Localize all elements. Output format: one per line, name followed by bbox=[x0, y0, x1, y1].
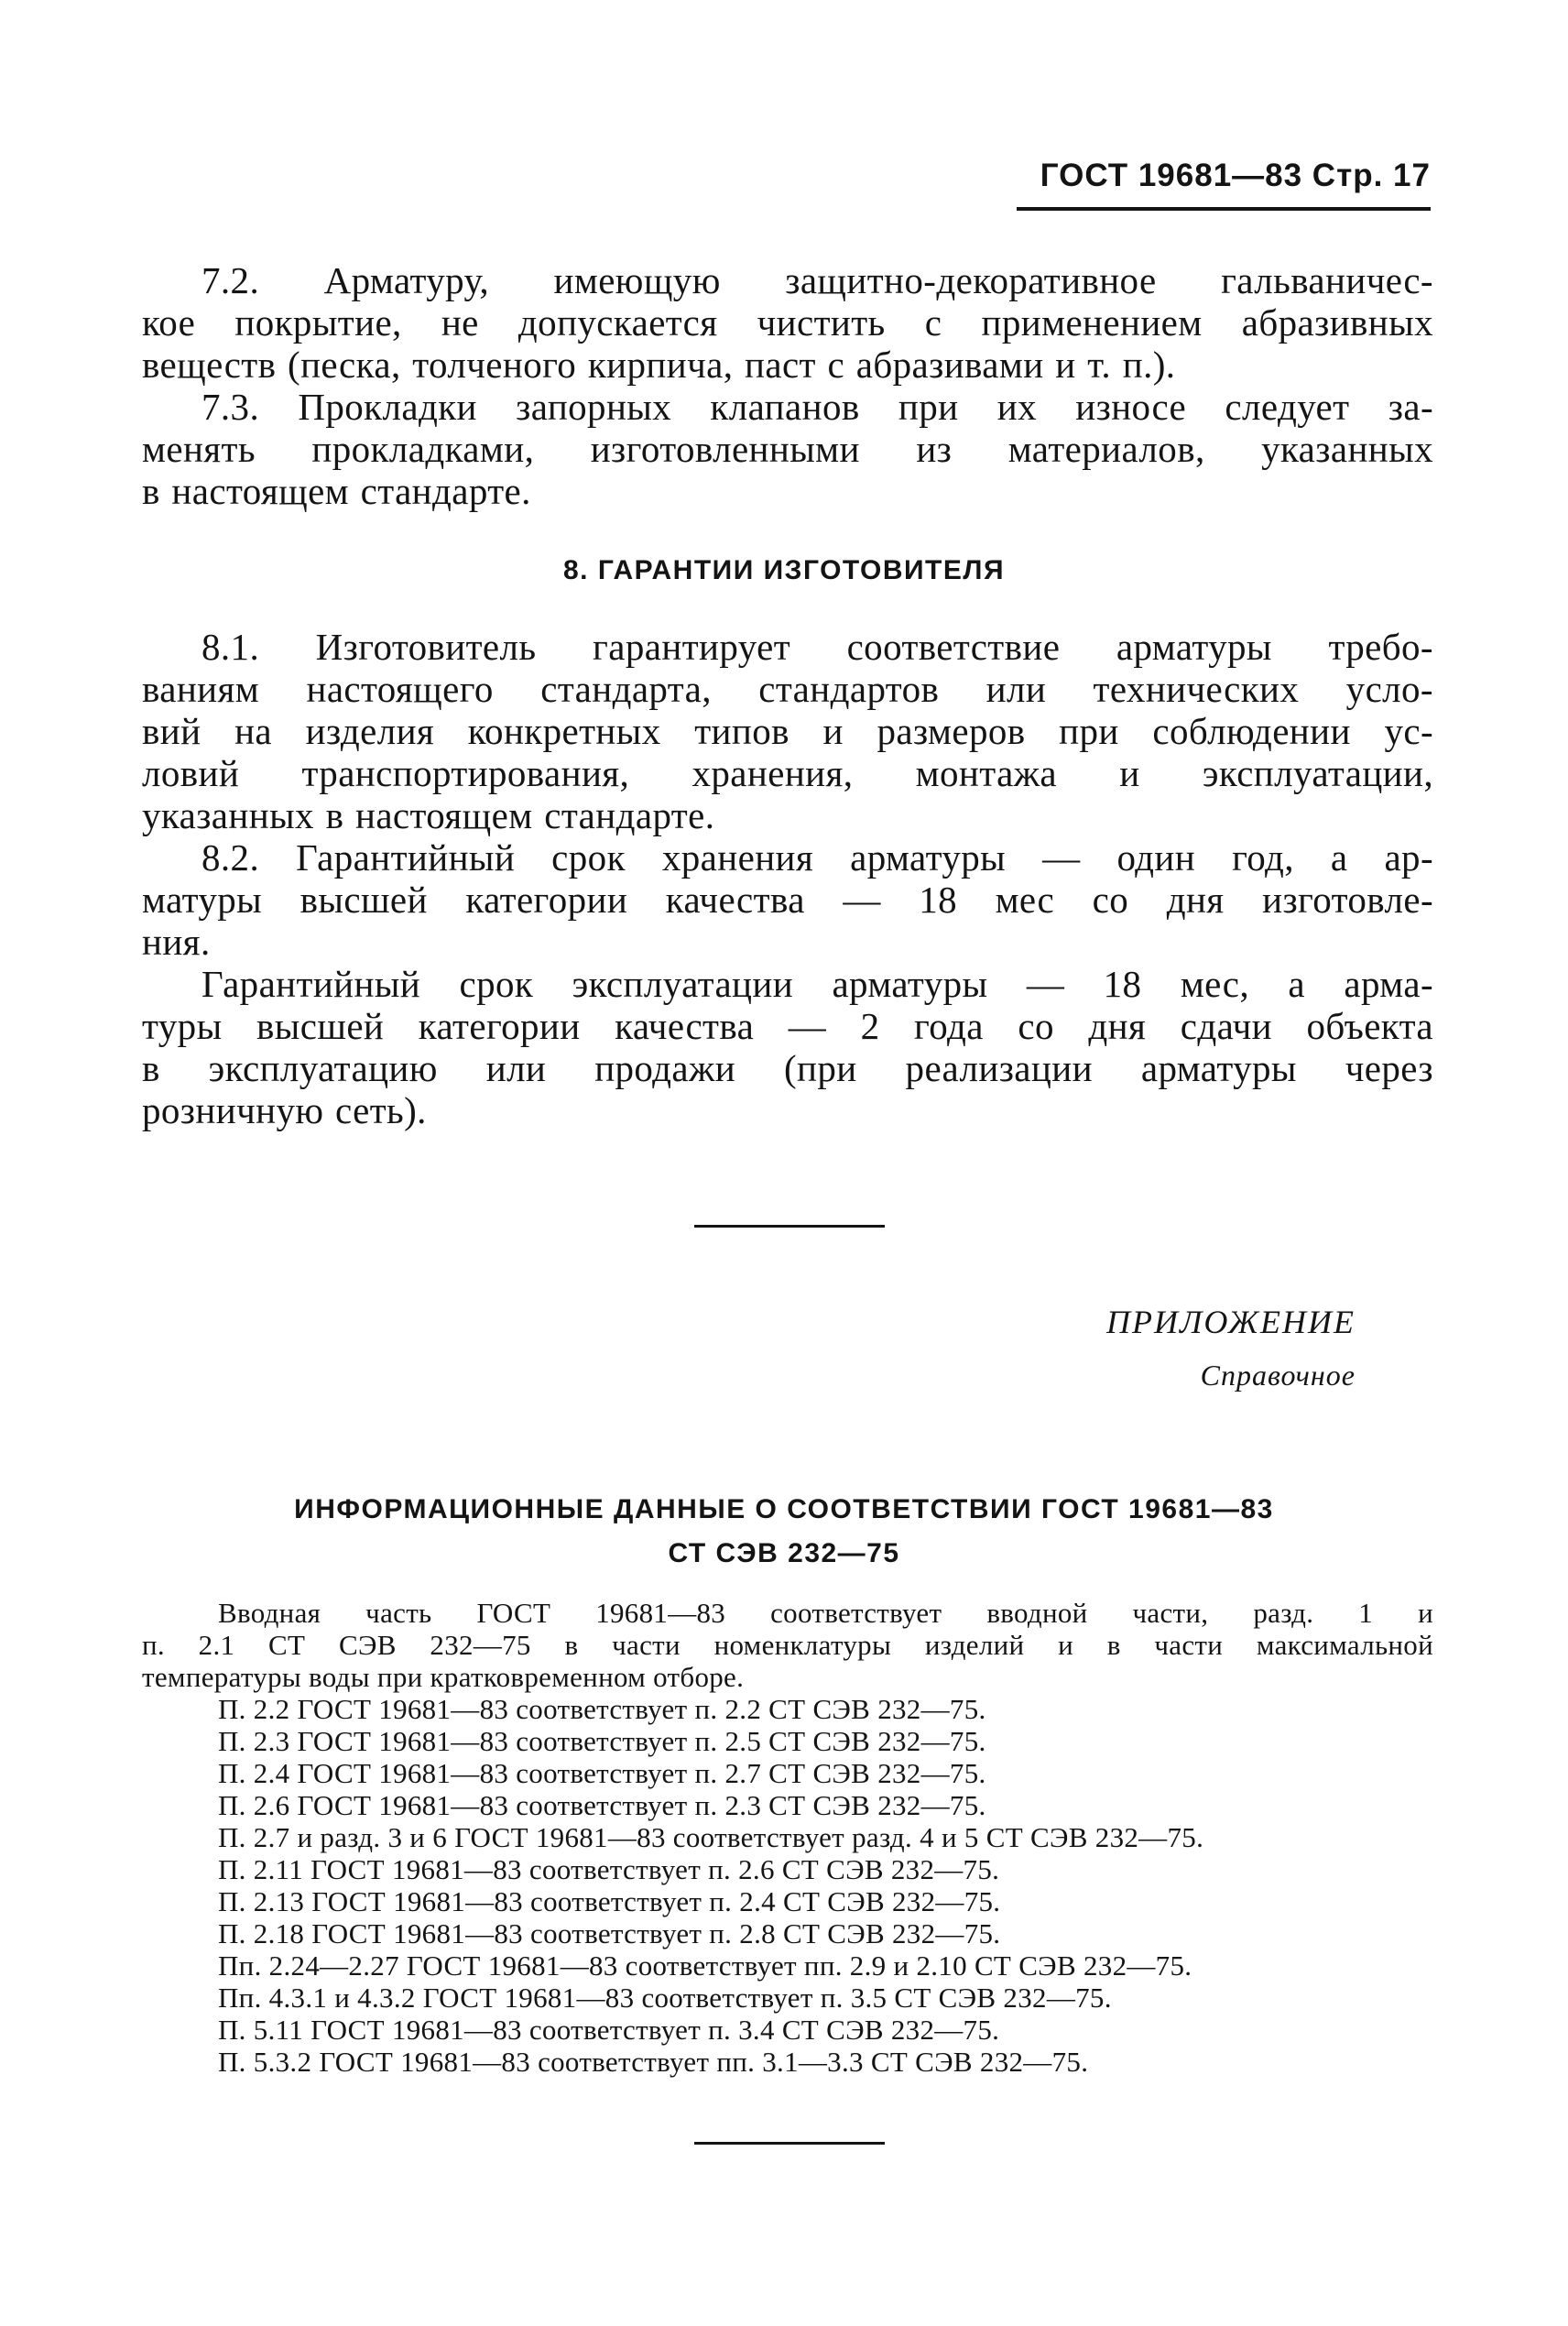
list-item: П. 2.2 ГОСТ 19681—83 соответствует п. 2.2 СТ СЭВ 232—75. bbox=[218, 1693, 986, 1725]
list-item: П. 2.18 ГОСТ 19681—83 соответствует п. 2.8 СТ СЭВ 232—75. bbox=[218, 1917, 1001, 1949]
info-intro bbox=[142, 1597, 1433, 1693]
text-line: Гарантийный срок эксплуатации арматуры — 18 мес, а арма- bbox=[201, 963, 1433, 1005]
paragraph-8-2 bbox=[142, 836, 1433, 963]
text-line: веществ (песка, толченого кирпича, паст с абразивами и т. п.). bbox=[142, 344, 1176, 386]
section-8-title: 8. ГАРАНТИИ ИЗГОТОВИТЕЛЯ bbox=[562, 555, 1005, 585]
list-item: П. 5.11 ГОСТ 19681—83 соответствует п. 3.4 СТ СЭВ 232—75. bbox=[218, 2014, 1000, 2046]
text-line: ния. bbox=[142, 921, 211, 963]
header-rule bbox=[1017, 207, 1431, 211]
separator-rule bbox=[694, 1225, 885, 1228]
text-line: 8.2. Гарантийный срок хранения арматуры — один год, а ар- bbox=[201, 836, 1433, 879]
list-item: Пп. 2.24—2.27 ГОСТ 19681—83 соответствует пп. 2.9 и 2.10 СТ СЭВ 232—75. bbox=[218, 1949, 1192, 1982]
text-line: в настоящем стандарте. bbox=[142, 470, 531, 512]
paragraph-8-1 bbox=[142, 626, 1433, 836]
text-line: 7.2. Арматуру, имеющую защитно-декоративное гальваничес- bbox=[201, 259, 1433, 301]
page-header: ГОСТ 19681—83 Стр. 17 bbox=[1040, 158, 1431, 193]
separator-rule-bottom bbox=[694, 2142, 885, 2145]
paragraph-7-3 bbox=[142, 386, 1433, 512]
list-item: П. 5.3.2 ГОСТ 19681—83 соответствует пп. 3.1—3.3 СТ СЭВ 232—75. bbox=[218, 2046, 1089, 2078]
text-line: ваниям настоящего стандарта, стандартов или технических усло- bbox=[142, 668, 1433, 710]
list-item: П. 2.13 ГОСТ 19681—83 соответствует п. 2.4 СТ СЭВ 232—75. bbox=[218, 1885, 1001, 1917]
text-line: розничную сеть). bbox=[142, 1089, 427, 1131]
text-line: п. 2.1 СТ СЭВ 232—75 в части номенклатуры изделий и в части максимальной bbox=[142, 1629, 1433, 1661]
text-line: в эксплуатацию или продажи (при реализации арматуры через bbox=[142, 1047, 1433, 1089]
list-item: П. 2.7 и разд. 3 и 6 ГОСТ 19681—83 соответствует разд. 4 и 5 СТ СЭВ 232—75. bbox=[218, 1821, 1204, 1853]
list-item: П. 2.4 ГОСТ 19681—83 соответствует п. 2.7 СТ СЭВ 232—75. bbox=[218, 1757, 986, 1789]
info-correspondence-list bbox=[142, 1693, 1433, 2078]
text-line: температуры воды при кратковременном отборе. bbox=[142, 1661, 745, 1693]
text-line: 7.3. Прокладки запорных клапанов при их износе следует за- bbox=[201, 386, 1433, 428]
paragraph-8-2-warranty bbox=[142, 963, 1433, 1131]
appendix-sublabel: Справочное bbox=[1200, 1359, 1356, 1392]
text-line: ловий транспортирования, хранения, монтажа и эксплуатации, bbox=[142, 752, 1433, 794]
info-title-line-2: СТ СЭВ 232—75 bbox=[668, 1538, 900, 1568]
list-item: П. 2.6 ГОСТ 19681—83 соответствует п. 2.3 СТ СЭВ 232—75. bbox=[218, 1789, 986, 1821]
text-line: туры высшей категории качества — 2 года со дня сдачи объекта bbox=[142, 1005, 1433, 1047]
paragraph-7-2 bbox=[142, 259, 1433, 386]
text-line: 8.1. Изготовитель гарантирует соответствие арматуры требо- bbox=[201, 626, 1433, 668]
appendix-label: ПРИЛОЖЕНИЕ bbox=[1106, 1304, 1356, 1340]
info-title-line-1: ИНФОРМАЦИОННЫЕ ДАННЫЕ О СООТВЕТСТВИИ ГОСТ 19681—83 bbox=[294, 1494, 1274, 1524]
list-item: П. 2.3 ГОСТ 19681—83 соответствует п. 2.5 СТ СЭВ 232—75. bbox=[218, 1725, 986, 1757]
text-line: вий на изделия конкретных типов и размеров при соблюдении ус- bbox=[142, 710, 1433, 752]
text-line: указанных в настоящем стандарте. bbox=[142, 794, 715, 836]
text-line: матуры высшей категории качества — 18 мес со дня изготовле- bbox=[142, 879, 1433, 921]
text-line: менять прокладками, изготовленными из материалов, указанных bbox=[142, 428, 1433, 470]
list-item: П. 2.11 ГОСТ 19681—83 соответствует п. 2.6 СТ СЭВ 232—75. bbox=[218, 1853, 1000, 1885]
text-line: кое покрытие, не допускается чистить с применением абразивных bbox=[142, 301, 1433, 344]
list-item: Пп. 4.3.1 и 4.3.2 ГОСТ 19681—83 соответствует п. 3.5 СТ СЭВ 232—75. bbox=[218, 1982, 1112, 2014]
text-line: Вводная часть ГОСТ 19681—83 соответствует вводной части, разд. 1 и bbox=[218, 1597, 1433, 1629]
